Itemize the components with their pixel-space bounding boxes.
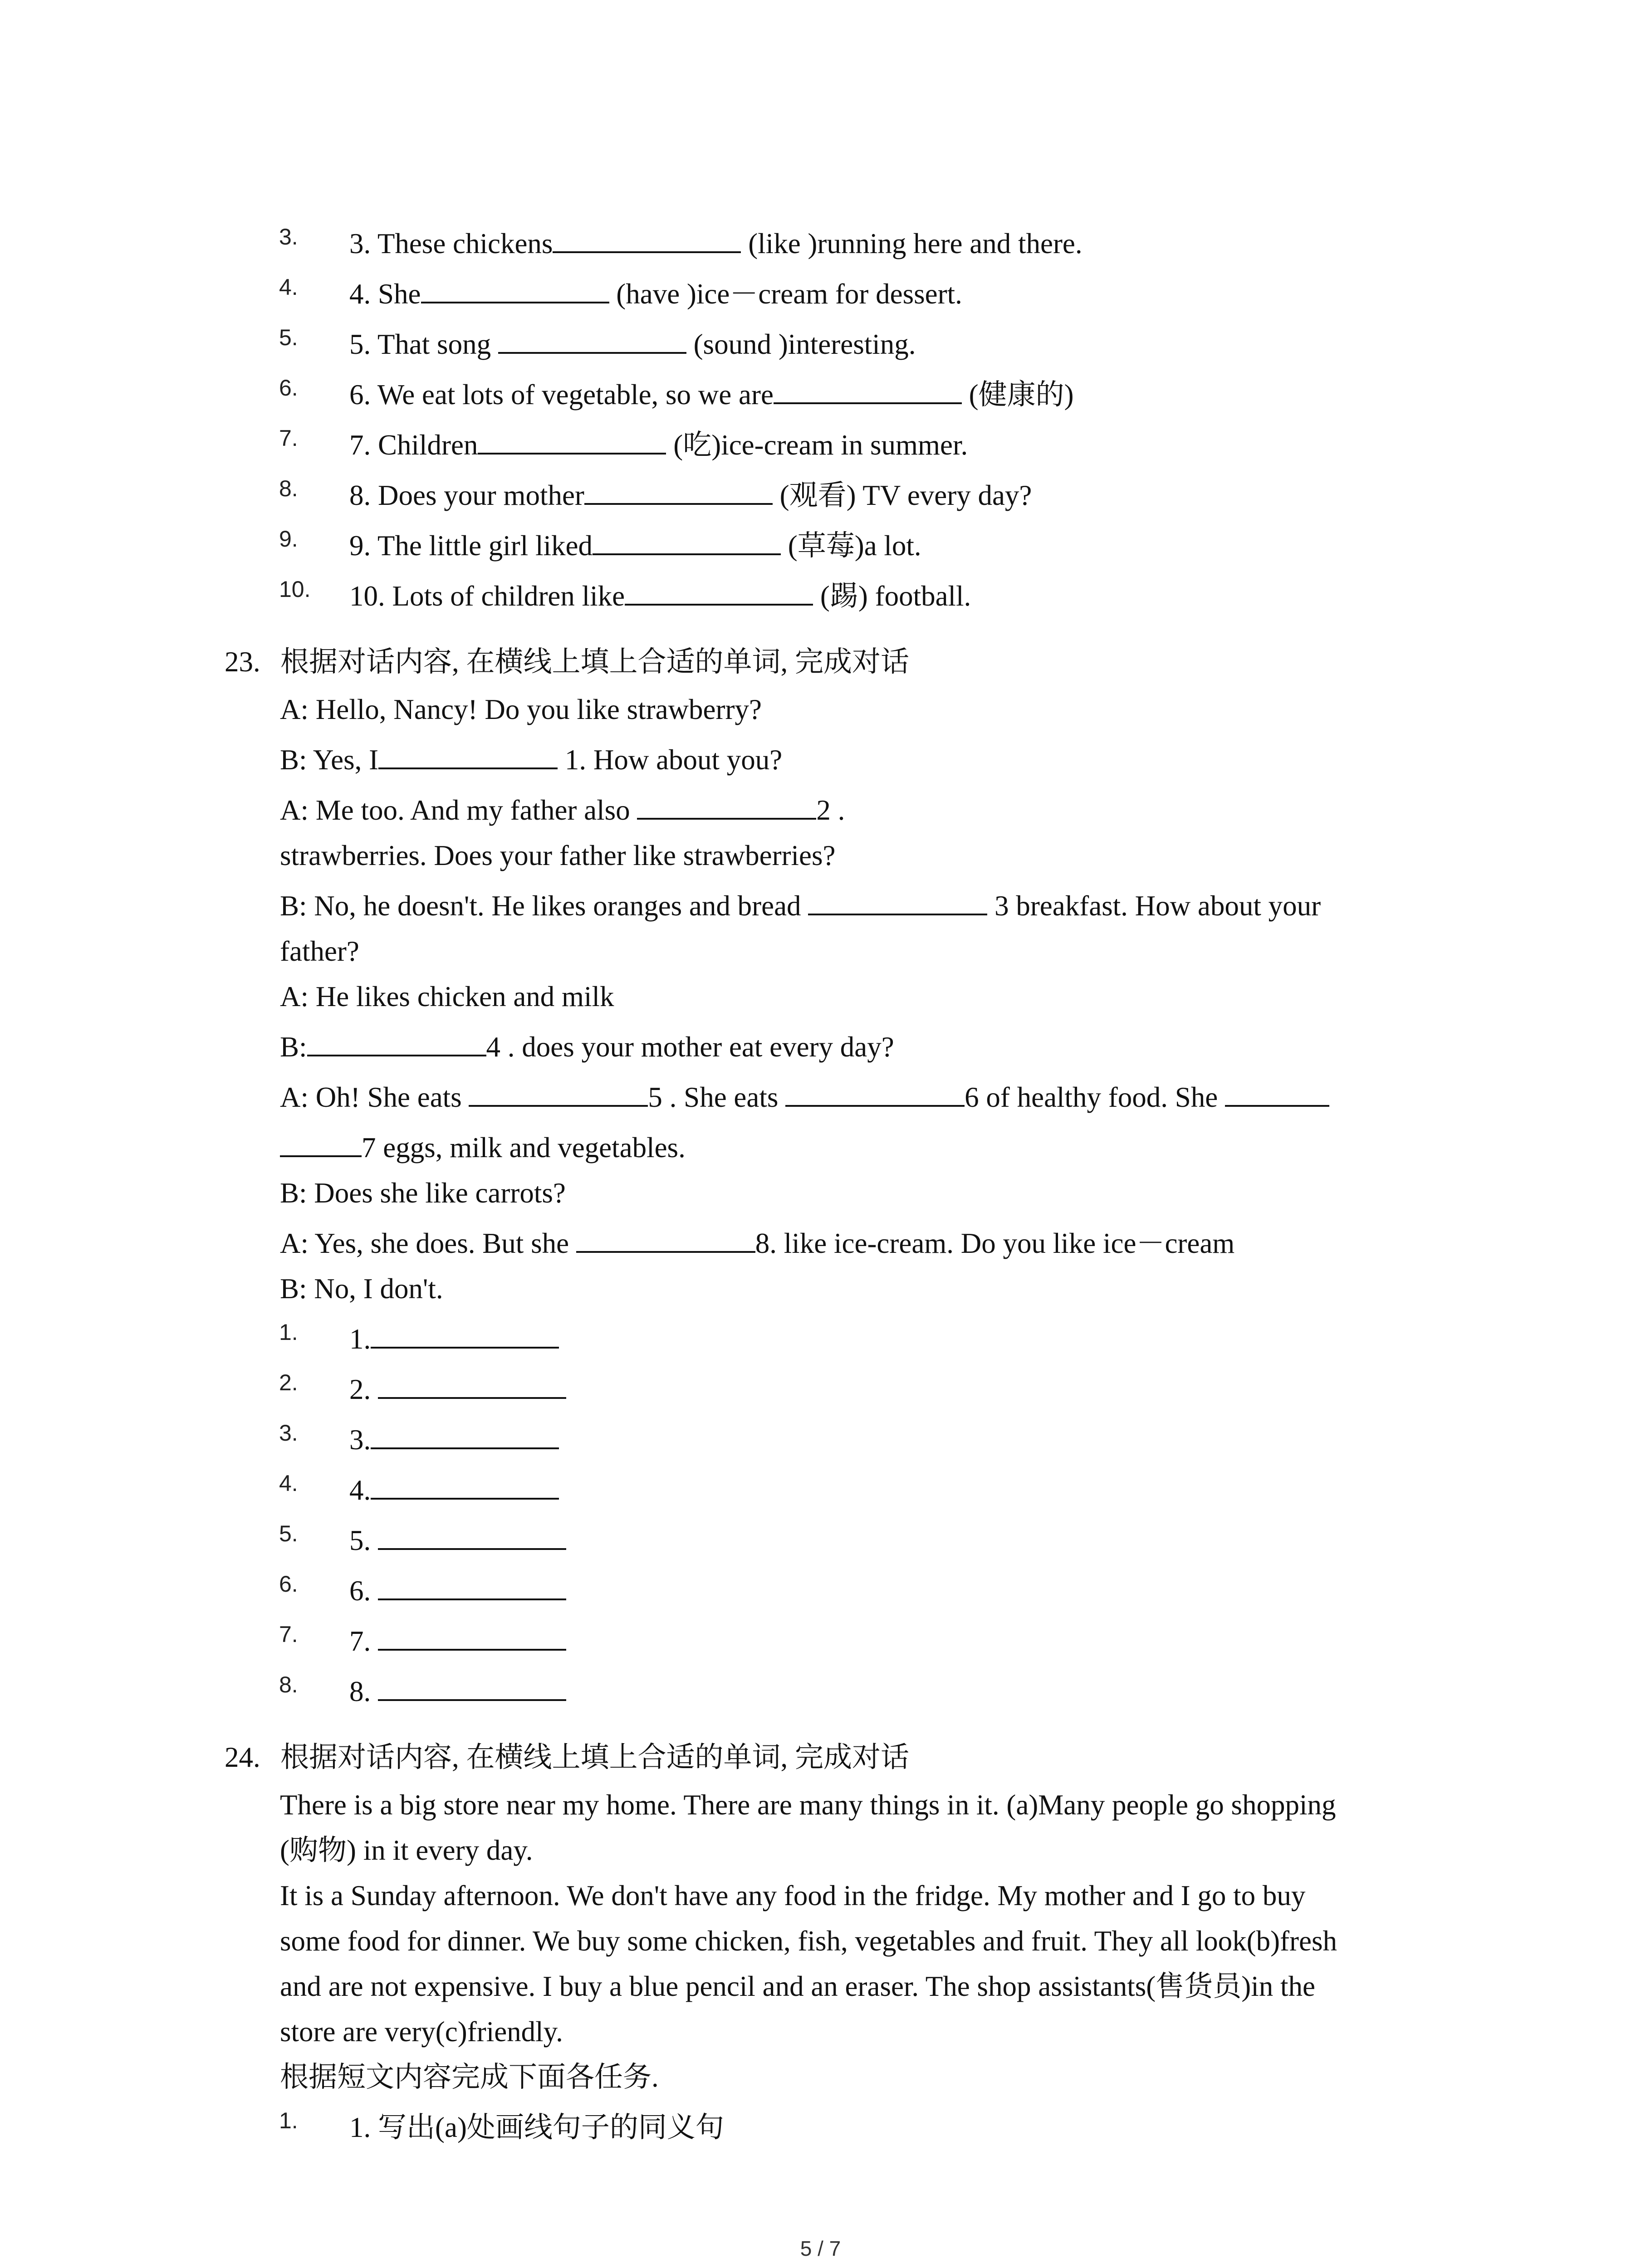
item-marker: 7. <box>279 425 298 451</box>
dialogue-line <box>0 1223 1641 1273</box>
answer-blank[interactable] <box>576 1224 755 1253</box>
fill-item <box>0 425 1641 474</box>
answer-text: 7. <box>349 1621 566 1662</box>
dialogue-text: 7 eggs, milk and vegetables. <box>280 1127 686 1168</box>
item-text: 10. Lots of children like (踢) football. <box>349 576 971 616</box>
dialogue-line <box>0 1268 1641 1318</box>
page-number: 5 / 7 <box>800 2237 841 2260</box>
dialogue-line <box>0 790 1641 840</box>
item-text: 4. She (have )ice－cream for dessert. <box>349 274 962 314</box>
answer-blank[interactable] <box>774 375 962 404</box>
answer-blank[interactable] <box>421 274 609 303</box>
passage-text: There is a big store near my home. There are many things in it. (a)Many people go shopping <box>280 1789 1336 1821</box>
dialogue-line <box>0 976 1641 1026</box>
answer-item <box>0 1319 1641 1369</box>
passage-line <box>0 1875 1641 1925</box>
dialogue-line <box>0 1127 1641 1177</box>
item-marker: 6. <box>279 1571 298 1597</box>
item-marker: 8. <box>279 1672 298 1697</box>
item-marker: 10. <box>279 577 311 602</box>
item-marker: 5. <box>279 325 298 350</box>
dialogue-line <box>0 835 1641 885</box>
fill-item <box>0 525 1641 575</box>
answer-blank[interactable] <box>593 526 781 555</box>
answer-text: 4. <box>349 1470 559 1510</box>
answer-item <box>0 1520 1641 1570</box>
item-marker: 9. <box>279 526 298 552</box>
answer-blank[interactable] <box>478 425 666 455</box>
dialogue-line <box>0 689 1641 739</box>
dialogue-text: B: Yes, I 1. How about you? <box>280 739 782 780</box>
task-intro-text: 根据短文内容完成下面各任务. <box>280 2061 659 2093</box>
answer-blank[interactable] <box>371 1420 559 1449</box>
question-instruction: 24. 根据对话内容, 在横线上填上合适的单词, 完成对话 <box>225 1737 909 1778</box>
fill-item <box>0 576 1641 626</box>
item-text: 8. Does your mother (观看) TV every day? <box>349 475 1032 516</box>
dialogue-line <box>0 931 1641 981</box>
fill-item <box>0 475 1641 525</box>
dialogue-line <box>0 739 1641 789</box>
item-marker: 8. <box>279 476 298 501</box>
dialogue-text: A: Oh! She eats 5 . She eats 6 of healthy food. She <box>280 1077 1329 1118</box>
passage-line <box>0 1830 1641 1880</box>
answer-item <box>0 1570 1641 1620</box>
passage-text: and are not expensive. I buy a blue pencil and an eraser. The shop assistants(售货员)in the <box>280 1970 1315 2002</box>
answer-text: 1. <box>349 1319 559 1359</box>
answer-blank[interactable] <box>378 1571 566 1600</box>
dialogue-text: A: Hello, Nancy! Do you like strawberry? <box>280 694 762 725</box>
dialogue-text: father? <box>280 935 359 967</box>
answer-blank[interactable] <box>584 476 773 505</box>
passage-line <box>0 1966 1641 2016</box>
answer-blank[interactable] <box>280 1128 362 1157</box>
item-marker: 6. <box>279 375 298 401</box>
question-24-heading <box>0 1737 1641 1787</box>
dialogue-line <box>0 885 1641 935</box>
item-marker: 1. <box>279 1320 298 1345</box>
passage-text: (购物) in it every day. <box>280 1834 533 1866</box>
dialogue-text: A: Yes, she does. But she 8. like ice-cream. Do you like ice－cream <box>280 1223 1234 1264</box>
item-text: 7. Children (吃)ice-cream in summer. <box>349 425 968 465</box>
fill-item <box>0 324 1641 374</box>
answer-blank[interactable] <box>378 1521 566 1550</box>
answer-text: 2. <box>349 1369 566 1410</box>
item-marker: 2. <box>279 1370 298 1395</box>
question-number: 23. <box>225 646 260 678</box>
passage-line <box>0 1921 1641 1970</box>
item-text: 3. These chickens (like )running here and there. <box>349 223 1083 264</box>
dialogue-text: B: No, he doesn't. He likes oranges and bread 3 breakfast. How about your <box>280 885 1321 926</box>
answer-blank[interactable] <box>469 1078 648 1107</box>
fill-item <box>0 274 1641 323</box>
task-intro <box>0 2057 1641 2107</box>
answer-blank[interactable] <box>378 1370 566 1399</box>
dialogue-line <box>0 1077 1641 1127</box>
dialogue-text: A: He likes chicken and milk <box>280 981 614 1012</box>
item-text: 9. The little girl liked (草莓)a lot. <box>349 525 921 566</box>
dialogue-text: strawberries. Does your father like strawberries? <box>280 840 836 871</box>
fill-item <box>0 374 1641 424</box>
question-instruction: 23. 根据对话内容, 在横线上填上合适的单词, 完成对话 <box>225 641 909 682</box>
answer-item <box>0 1621 1641 1671</box>
item-marker: 1. <box>279 2108 298 2133</box>
answer-blank[interactable] <box>378 1622 566 1651</box>
item-marker: 3. <box>279 224 298 249</box>
answer-blank[interactable] <box>307 1027 486 1056</box>
dialogue-text: B: Does she like carrots? <box>280 1177 566 1209</box>
item-text: 5. That song (sound )interesting. <box>349 324 916 365</box>
answer-item <box>0 1419 1641 1469</box>
answer-blank[interactable] <box>378 740 558 769</box>
answer-blank[interactable] <box>498 325 686 354</box>
answer-blank[interactable] <box>371 1471 559 1500</box>
question-23-heading <box>0 641 1641 691</box>
task-item <box>0 2107 1641 2157</box>
passage-line <box>0 2011 1641 2061</box>
passage-text: store are very(c)friendly. <box>280 2016 563 2048</box>
answer-blank[interactable] <box>785 1078 965 1107</box>
answer-blank[interactable] <box>1225 1078 1329 1107</box>
item-text: 6. We eat lots of vegetable, so we are (健康的) <box>349 374 1074 415</box>
answer-text: 3. <box>349 1419 559 1460</box>
answer-item <box>0 1470 1641 1520</box>
item-marker: 7. <box>279 1622 298 1647</box>
answer-blank[interactable] <box>625 577 813 606</box>
dialogue-text: B: No, I don't. <box>280 1273 443 1305</box>
answer-text: 8. <box>349 1671 566 1712</box>
passage-line <box>0 1784 1641 1834</box>
answer-blank[interactable] <box>371 1320 559 1349</box>
fill-item <box>0 223 1641 273</box>
passage-text: It is a Sunday afternoon. We don't have any food in the fridge. My mother and I go to buy <box>280 1880 1306 1911</box>
dialogue-line <box>0 1173 1641 1222</box>
answer-blank[interactable] <box>637 791 816 820</box>
item-marker: 4. <box>279 274 298 300</box>
answer-blank[interactable] <box>808 886 987 915</box>
item-marker: 5. <box>279 1521 298 1546</box>
item-marker: 3. <box>279 1420 298 1446</box>
answer-item <box>0 1671 1641 1721</box>
answer-blank[interactable] <box>553 224 741 253</box>
answer-item <box>0 1369 1641 1419</box>
task-text: 1. 写出(a)处画线句子的同义句 <box>349 2112 724 2143</box>
answer-text: 6. <box>349 1570 566 1611</box>
dialogue-text: B: 4 . does your mother eat every day? <box>280 1026 894 1067</box>
answer-blank[interactable] <box>378 1672 566 1701</box>
question-number: 24. <box>225 1741 260 1773</box>
dialogue-text: A: Me too. And my father also 2 . <box>280 790 845 831</box>
item-marker: 4. <box>279 1471 298 1496</box>
answer-text: 5. <box>349 1520 566 1561</box>
passage-text: some food for dinner. We buy some chicken, fish, vegetables and fruit. They all look(b)fresh <box>280 1925 1337 1957</box>
dialogue-line <box>0 1026 1641 1076</box>
